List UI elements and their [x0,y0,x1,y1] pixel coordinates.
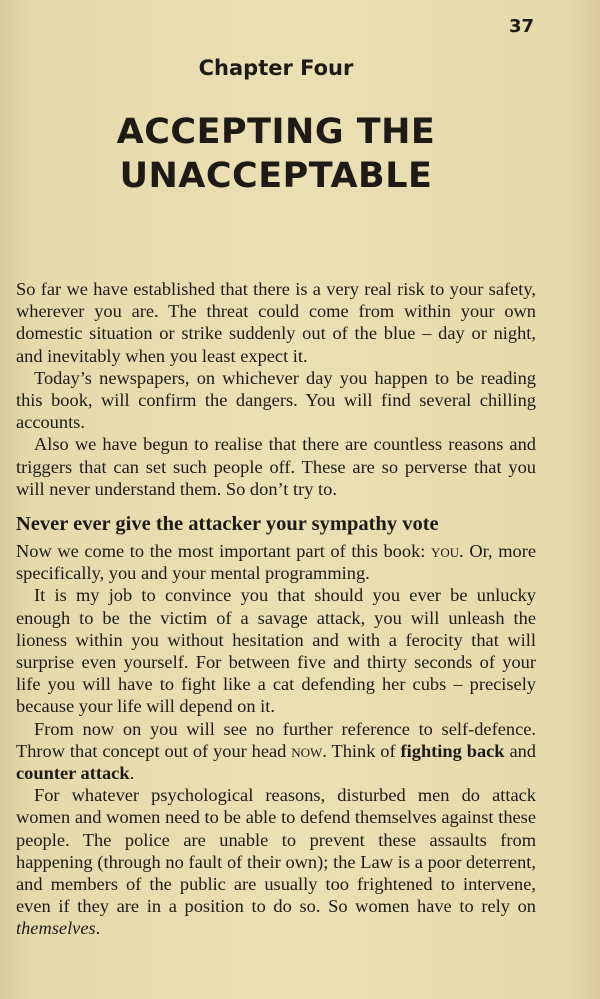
paragraph-7 [16,784,536,939]
paragraph-6-text-b: . Think of [322,740,401,761]
paragraph-6-text-a: From now on you will see no further reference to self-defence. Throw that concept out of your head [16,718,536,761]
paragraph-4-text-a: Now we come to the most important part of this book: [16,541,431,562]
paragraph-4 [16,540,536,584]
paragraph-6 [16,718,536,785]
chapter-title [0,110,552,198]
section-subheading: Never ever give the attacker your sympathy vote [16,513,439,536]
chapter-label: Chapter Four [198,56,354,80]
paragraph-6-smallcaps: now [291,740,323,761]
chapter-title-line-1: ACCEPTING THE [116,112,436,152]
paragraph-2: Today’s newspapers, on whichever day you happen to be reading this book, will confirm the dangers. You will find several chilling accounts. [16,367,536,433]
chapter-title-line-2: UNACCEPTABLE [119,156,433,196]
paragraph-4-smallcaps: you [430,541,460,562]
paragraph-1: So far we have established that there is a very real risk to your safety, wherever you are. The threat could come from within your own domestic situation or strike suddenly out of the blue – day or night, and inevitably when you least expect it. [16,279,536,366]
paragraph-7-italic: themselves [16,918,96,939]
paragraph-6-bold-1: fighting back [400,740,505,761]
paragraph-6-bold-2: counter attack [16,763,130,784]
paragraph-7-text-a: For whatever psychological reasons, disturbed men do attack women and women need to be able to defend themselves against these people. The police are unable to prevent these assaults from happening (through no fault of their own); the Law is a poor deterrent, and members of the public are usually too frightened to intervene, even if they are in a position to do so. So women have to rely on [16,785,536,917]
body-text [16,278,536,940]
paragraph-7-text-b: . [95,918,101,939]
paragraph-6-text-d: . [129,763,135,784]
paragraph-5: It is my job to convince you that should you ever be unlucky enough to be the victim of a savage attack, you will unleash the lioness within you without hesitation and with a ferocity that will surprise even yourself. For between five and thirty seconds of your life you will have to fight like a cat defending her cubs – precisely because your life will depend on it. [16,585,536,717]
paragraph-4-text-b: . Or, more specifically, you and your mental programming. [16,541,536,584]
paragraph-6-text-c: and [504,740,536,761]
paragraph-3: Also we have begun to realise that there are countless reasons and triggers that can set such people off. These are so perverse that you will never understand them. So don’t try to. [16,434,536,499]
page-number: 37 [508,16,534,37]
